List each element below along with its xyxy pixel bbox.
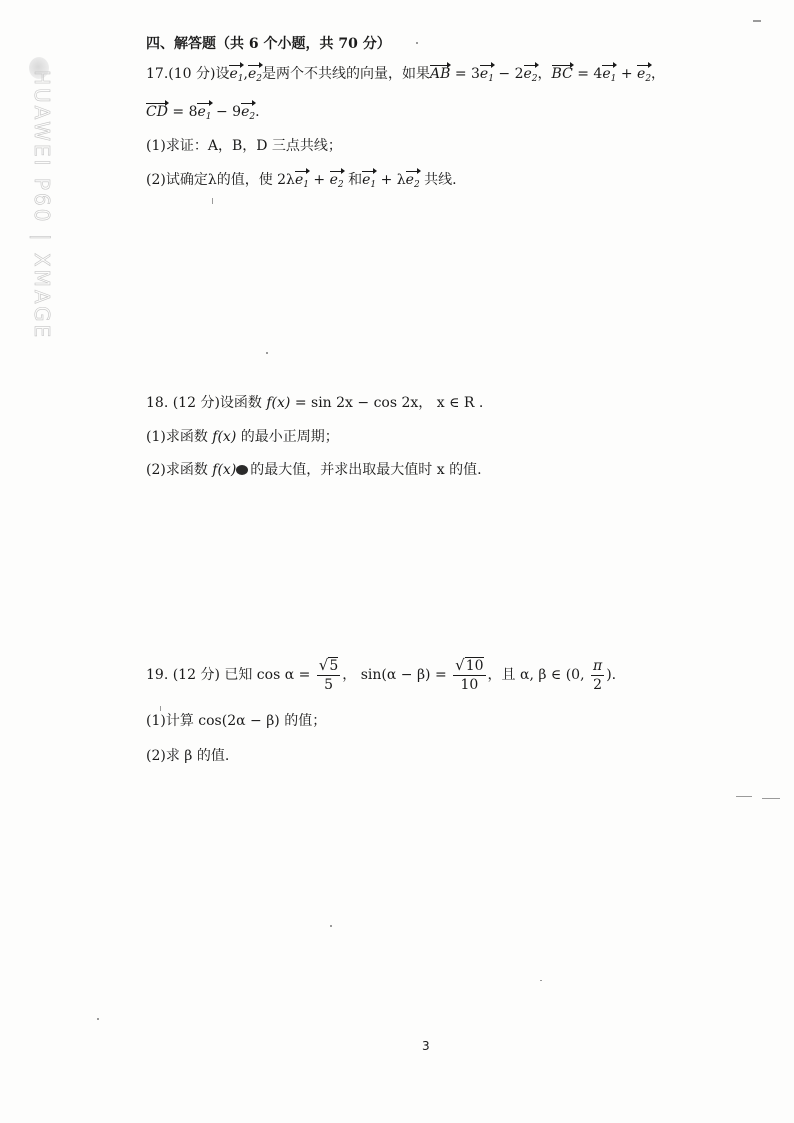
- cos-numerator: 5: [329, 658, 339, 674]
- q19-part1: (1)计算 cos(2α − β) 的值；: [146, 713, 327, 729]
- scan-speck: [160, 706, 161, 711]
- page-number: 3: [422, 1039, 430, 1053]
- scan-speck: [736, 796, 752, 797]
- part2-a: (2)试确定λ的值，使 2λ: [146, 172, 295, 188]
- ink-blot: [236, 465, 248, 475]
- sin-denominator: 10: [460, 677, 479, 693]
- function-f: f(x): [212, 462, 237, 478]
- pi-denominator: 2: [593, 676, 603, 693]
- part2-d: + λ: [376, 172, 406, 188]
- q18-part2-a: (2)求函数: [146, 462, 213, 478]
- vector-e1: $e_1$: [602, 64, 616, 89]
- vector-e2: $e_2$: [330, 170, 344, 195]
- pi-numerator: π: [592, 657, 603, 674]
- q18-expr: = sin 2x − cos 2x，: [290, 395, 433, 411]
- ab-expr-1: = 3: [450, 66, 480, 82]
- q19-head: 19. (12 分) 已知 cos α =: [146, 667, 315, 683]
- cd-expr-2: − 9: [211, 104, 242, 120]
- vector-e2: $e_2$: [524, 64, 538, 89]
- function-f: f(x): [266, 395, 291, 411]
- bc-expr-1: = 4: [572, 66, 603, 82]
- vector-e2: $e_2$: [248, 64, 262, 89]
- bc-expr-2: +: [616, 66, 638, 82]
- sin-numerator: 10: [465, 658, 484, 674]
- q18-part1: [146, 427, 339, 447]
- section-title: 四、解答题（共 6 个小题，共 70 分）: [146, 36, 391, 52]
- scan-speck: [266, 352, 268, 354]
- scan-speck: [416, 42, 418, 44]
- scan-speck: [330, 925, 332, 927]
- scan-speck: [97, 1018, 99, 1020]
- scan-speck: [212, 198, 213, 204]
- q18-part1-c: 的最小正周期；: [236, 429, 339, 445]
- scan-speck: [762, 798, 780, 799]
- vector-e2: $e_2$: [637, 64, 651, 89]
- q17-line2: [146, 102, 260, 127]
- q17-line1: [146, 64, 665, 89]
- vector-cd: CD: [146, 104, 168, 120]
- function-f: f(x): [212, 429, 237, 445]
- q19-statement: [146, 656, 616, 694]
- vector-e2: $e_2$: [241, 102, 255, 127]
- q18-domain: x ∈ R .: [432, 395, 484, 411]
- q19-mid: ， sin(α − β) =: [342, 667, 452, 683]
- q17-sep: ,: [243, 66, 248, 82]
- comma: ，: [537, 66, 552, 82]
- q18-part2-c: 的最大值，并求出取最大值时 x 的值.: [250, 462, 482, 478]
- period: .: [255, 104, 260, 120]
- q18-head: 18. (12 分)设函数: [146, 395, 267, 411]
- camera-watermark: HUAWEI P60 | XMAGE: [30, 70, 54, 341]
- scan-speck: [753, 20, 761, 22]
- part2-e: 共线.: [419, 172, 457, 188]
- vector-e1: $e_1$: [197, 102, 211, 127]
- fraction-sin: $\frac{√10}{10}$: [455, 656, 484, 693]
- q19-part2: (2)求 β 的值.: [146, 748, 230, 764]
- fraction-pi: [591, 657, 604, 694]
- q17-head: 17.(10 分)设: [146, 66, 230, 82]
- scan-speck: [540, 980, 542, 981]
- q18-statement: [146, 393, 483, 413]
- q17-part1: (1)求证：A，B，D 三点共线；: [146, 138, 342, 154]
- cd-expr-1: = 8: [167, 104, 198, 120]
- q19-tail-a: ，且 α, β ∈ (0,: [487, 667, 589, 683]
- vector-e1: $e_1$: [295, 170, 309, 195]
- q19-tail-b: ).: [606, 667, 617, 683]
- cos-denominator: 5: [324, 677, 333, 693]
- vector-bc: BC: [551, 66, 573, 82]
- q17-desc: 是两个不共线的向量，如果: [261, 66, 430, 82]
- vector-e1: $e_1$: [480, 64, 494, 89]
- q17-part2: [146, 170, 457, 195]
- vector-e1: $e_1$: [229, 64, 243, 89]
- part2-b: +: [308, 172, 330, 188]
- vector-e2: $e_2$: [406, 170, 420, 195]
- fraction-cos: $\frac{√5}{5}$: [318, 656, 339, 693]
- q18-part1-a: (1)求函数: [146, 429, 213, 445]
- comma: ，: [651, 66, 666, 82]
- ab-expr-2: − 2: [493, 66, 524, 82]
- vector-ab: AB: [429, 66, 451, 82]
- vector-e1: $e_1$: [362, 170, 376, 195]
- q18-part2: [146, 460, 482, 480]
- part2-c: 和: [343, 172, 363, 188]
